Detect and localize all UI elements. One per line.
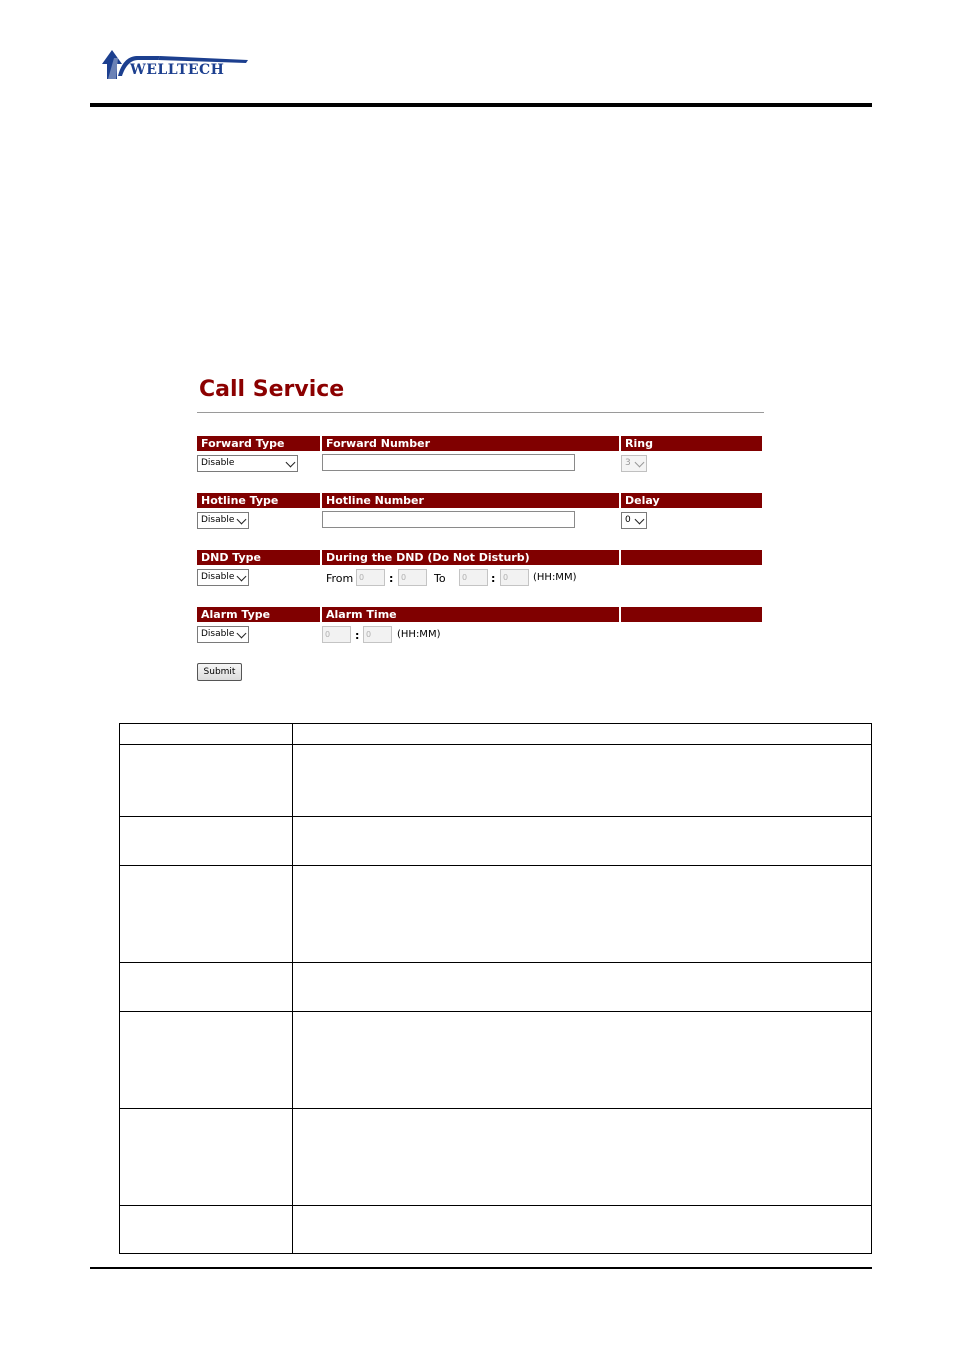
ring-header: Ring — [621, 436, 762, 451]
delay-value: 0 — [625, 515, 631, 525]
table-column-divider — [292, 724, 293, 1253]
hotline-type-value: Disable — [201, 515, 235, 525]
chevron-down-icon — [286, 458, 296, 468]
alarm-type-value: Disable — [201, 629, 235, 639]
table-row-divider — [120, 1011, 871, 1012]
dnd-time-format: (HH:MM) — [533, 572, 577, 583]
delay-header: Delay — [621, 493, 762, 508]
dnd-to-label: To — [434, 572, 446, 585]
dnd-type-select[interactable] — [197, 569, 249, 586]
alarm-time-header: Alarm Time — [322, 607, 619, 622]
alarm-empty-header — [621, 607, 762, 622]
time-colon: : — [355, 629, 360, 642]
table-row-divider — [120, 744, 871, 745]
table-row-divider — [120, 962, 871, 963]
dnd-to-minute-input[interactable]: 0 — [500, 569, 529, 586]
delay-select[interactable] — [621, 512, 647, 529]
table-row-divider — [120, 816, 871, 817]
logo-wordmark: WELLTECH — [130, 62, 225, 78]
dnd-during-header: During the DND (Do Not Disturb) — [322, 550, 619, 565]
parameter-table — [119, 723, 872, 1254]
hotline-number-header: Hotline Number — [322, 493, 619, 508]
dnd-from-minute-input[interactable]: 0 — [398, 569, 427, 586]
dnd-from-hour-input[interactable]: 0 — [356, 569, 385, 586]
time-colon: : — [389, 572, 394, 585]
ring-value: 3 — [625, 458, 631, 468]
table-row-divider — [120, 865, 871, 866]
header-rule — [90, 103, 872, 107]
ring-select[interactable] — [621, 455, 647, 472]
chevron-down-icon — [237, 572, 247, 582]
dnd-type-header: DND Type — [197, 550, 320, 565]
chevron-down-icon — [237, 629, 247, 639]
time-colon: : — [491, 572, 496, 585]
table-row-divider — [120, 1108, 871, 1109]
submit-button[interactable]: Submit — [197, 663, 242, 681]
page-title: Call Service — [199, 377, 345, 402]
forward-number-header: Forward Number — [322, 436, 619, 451]
forward-type-select[interactable] — [197, 455, 298, 472]
chevron-down-icon — [635, 458, 645, 468]
alarm-hour-input[interactable]: 0 — [322, 626, 351, 643]
hotline-type-select[interactable] — [197, 512, 249, 529]
forward-type-value: Disable — [201, 458, 235, 468]
alarm-type-header: Alarm Type — [197, 607, 320, 622]
footer-rule — [90, 1267, 872, 1269]
dnd-from-label: From — [326, 572, 354, 585]
dnd-empty-header — [621, 550, 762, 565]
alarm-time-format: (HH:MM) — [397, 629, 441, 640]
hotline-number-input[interactable] — [322, 511, 575, 528]
forward-number-input[interactable] — [322, 454, 575, 471]
alarm-minute-input[interactable]: 0 — [363, 626, 392, 643]
forward-type-header: Forward Type — [197, 436, 320, 451]
chevron-down-icon — [635, 515, 645, 525]
alarm-type-select[interactable] — [197, 626, 249, 643]
table-row-divider — [120, 1205, 871, 1206]
dnd-type-value: Disable — [201, 572, 235, 582]
title-divider — [197, 412, 764, 413]
hotline-type-header: Hotline Type — [197, 493, 320, 508]
chevron-down-icon — [237, 515, 247, 525]
dnd-to-hour-input[interactable]: 0 — [459, 569, 488, 586]
